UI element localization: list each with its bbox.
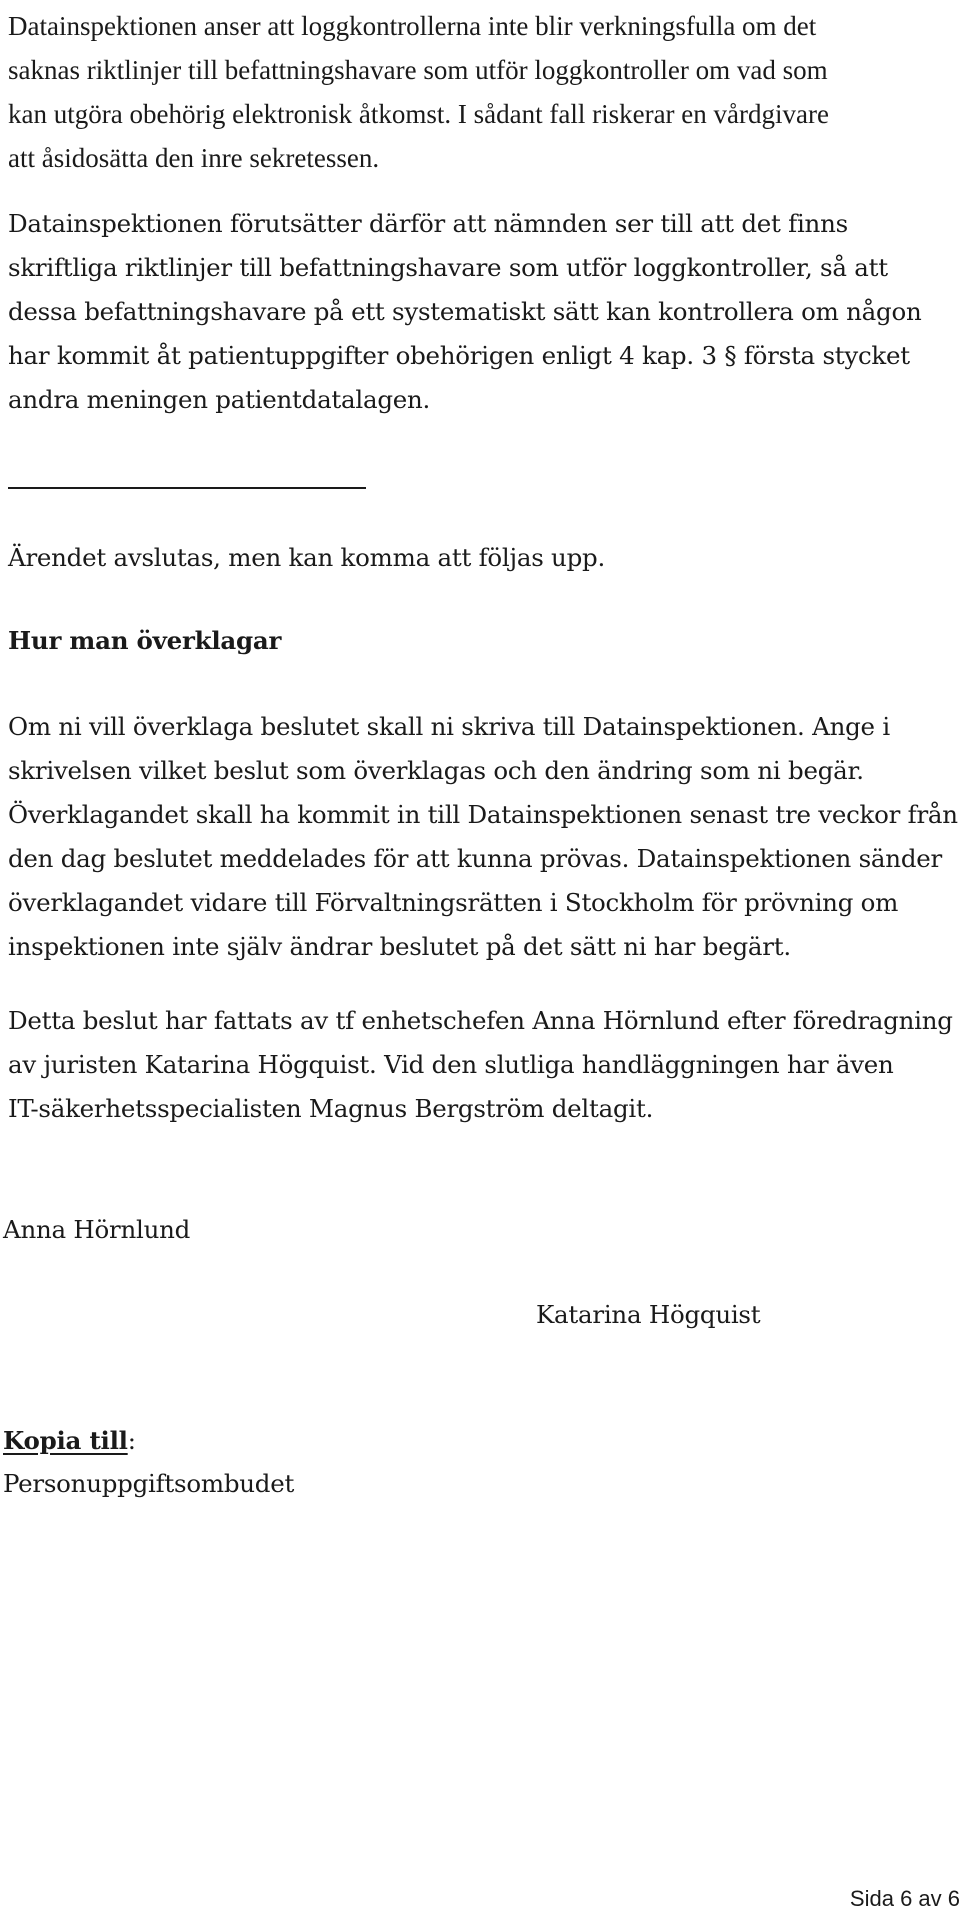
section-divider	[8, 487, 366, 489]
copy-to-line	[3, 1421, 136, 1461]
appeal-instructions: Om ni vill överklaga beslutet skall ni skriva till Datainspektionen. Ange i skrivelsen vilket beslut som överklagas och den ändring som ni begär. Överklagandet skall ha kommit in till Datainspektionen senast tre veckor från den dag beslutet meddelades för att kunna prövas. Datainspektionen sänder överklagandet vidare till Förvaltningsrätten i Stockholm för prövning om inspektionen inte själv ändrar beslutet på det sätt ni har begärt.	[8, 712, 958, 961]
paragraph-loggkontroller: Datainspektionen anser att loggkontrollerna inte blir verkningsfulla om det saknas riktlinjer till befattningshavare som utför loggkontroller om vad som kan utgöra obehörig elektronisk åtkomst. I sådant fall riskerar en vårdgivare att åsidosätta den inre sekretessen.	[8, 11, 829, 173]
copy-to-label: Kopia till	[3, 1426, 128, 1455]
signature-katarina-hogquist: Katarina Högquist	[536, 1300, 761, 1329]
signature-anna-hornlund: Anna Hörnlund	[3, 1215, 191, 1244]
closing-statement: Ärendet avslutas, men kan komma att följas upp.	[8, 543, 605, 572]
copy-recipient: Personuppgiftsombudet	[3, 1469, 295, 1498]
appeal-heading: Hur man överklagar	[8, 626, 282, 655]
decision-paragraph: Detta beslut har fattats av tf enhetschefen Anna Hörnlund efter föredragning av juristen Katarina Högquist. Vid den slutliga handläggningen har även IT-säkerhetsspecialisten Magnus Bergström deltagit.	[8, 1006, 953, 1123]
paragraph-riktlinjer: Datainspektionen förutsätter därför att nämnden ser till att det finns skriftliga riktlinjer till befattningshavare som utför loggkontroller, så att dessa befattningshavare på ett systematiskt sätt kan kontrollera om någon har kommit åt patientuppgifter obehörigen enligt 4 kap. 3 § första stycket andra meningen patientdatalagen.	[8, 209, 922, 414]
copy-to-colon: :	[127, 1426, 136, 1455]
page-number: Sida 6 av 6	[849, 1886, 960, 1911]
